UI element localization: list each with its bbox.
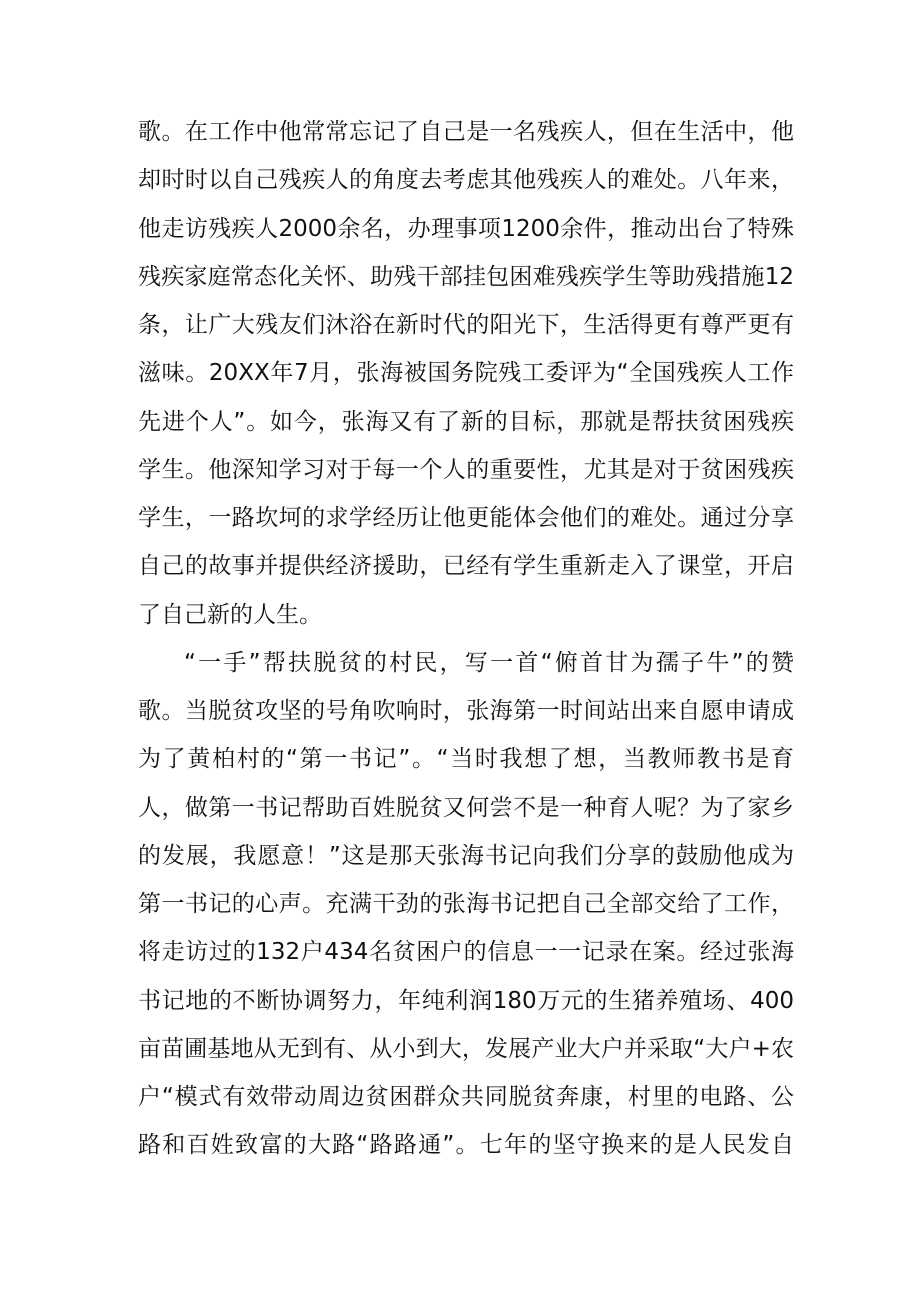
text-line: 亩苗圃基地从无到有、从小到大，发展产业大户并采取“大户+农: [138, 1035, 794, 1062]
text-line: 他走访残疾人2000余名，办理事项1200余件，推动出台了特殊: [138, 215, 794, 242]
text-line: 路和百姓致富的大路“路路通”。七年的坚守换来的是人民发自: [138, 1132, 794, 1159]
text-line: 为了黄柏村的“第一书记”。“当时我想了想，当教师教书是育: [138, 746, 794, 773]
text-line: 学生，一路坎坷的求学经历让他更能体会他们的难处。通过分享: [138, 505, 794, 531]
text-line: 的发展，我愿意！”这是那天张海书记向我们分享的鼓励他成为: [138, 842, 794, 869]
text-line: 第一书记的心声。充满干劲的张海书记把自己全部交给了工作，: [138, 891, 794, 917]
text-line: 将走访过的132户434名贫困户的信息一一记录在案。经过张海: [138, 939, 794, 966]
text-line: 歌。当脱贫攻坚的号角吹响时，张海第一时间站出来自愿申请成: [138, 698, 794, 724]
text-line: 自己的故事并提供经济援助，已经有学生重新走入了课堂，开启: [138, 553, 794, 580]
body-text: [138, 108, 794, 1170]
paragraph-start-line: “一手”帮扶脱贫的村民，写一首“俯首甘为孺子牛”的赞: [184, 649, 794, 676]
text-line: 书记地的不断协调努力，年纯利润180万元的生猪养殖场、400: [138, 987, 794, 1014]
text-line: 先进个人”。如今，张海又有了新的目标，那就是帮扶贫困残疾: [138, 408, 794, 435]
text-line: 滋味。20XX年7月，张海被国务院残工委评为“全国残疾人工作: [138, 360, 794, 387]
text-line: 学生。他深知学习对于每一个人的重要性，尤其是对于贫困残疾: [138, 456, 794, 483]
text-line: 户“模式有效带动周边贫困群众共同脱贫奔康，村里的电路、公: [138, 1084, 794, 1110]
text-line: 歌。在工作中他常常忘记了自己是一名残疾人，但在生活中，他: [138, 119, 794, 145]
text-line: 人，做第一书记帮助百姓脱贫又何尝不是一种育人呢？为了家乡: [138, 794, 794, 821]
text-line: 条，让广大残友们沐浴在新时代的阳光下，生活得更有尊严更有: [138, 312, 794, 338]
text-line: 残疾家庭常态化关怀、助残干部挂包困难残疾学生等助残措施12: [138, 263, 794, 290]
text-line: 却时时以自己残疾人的角度去考虑其他残疾人的难处。八年来，: [138, 167, 794, 194]
paragraph-end-line: 了自己新的人生。: [138, 601, 322, 628]
